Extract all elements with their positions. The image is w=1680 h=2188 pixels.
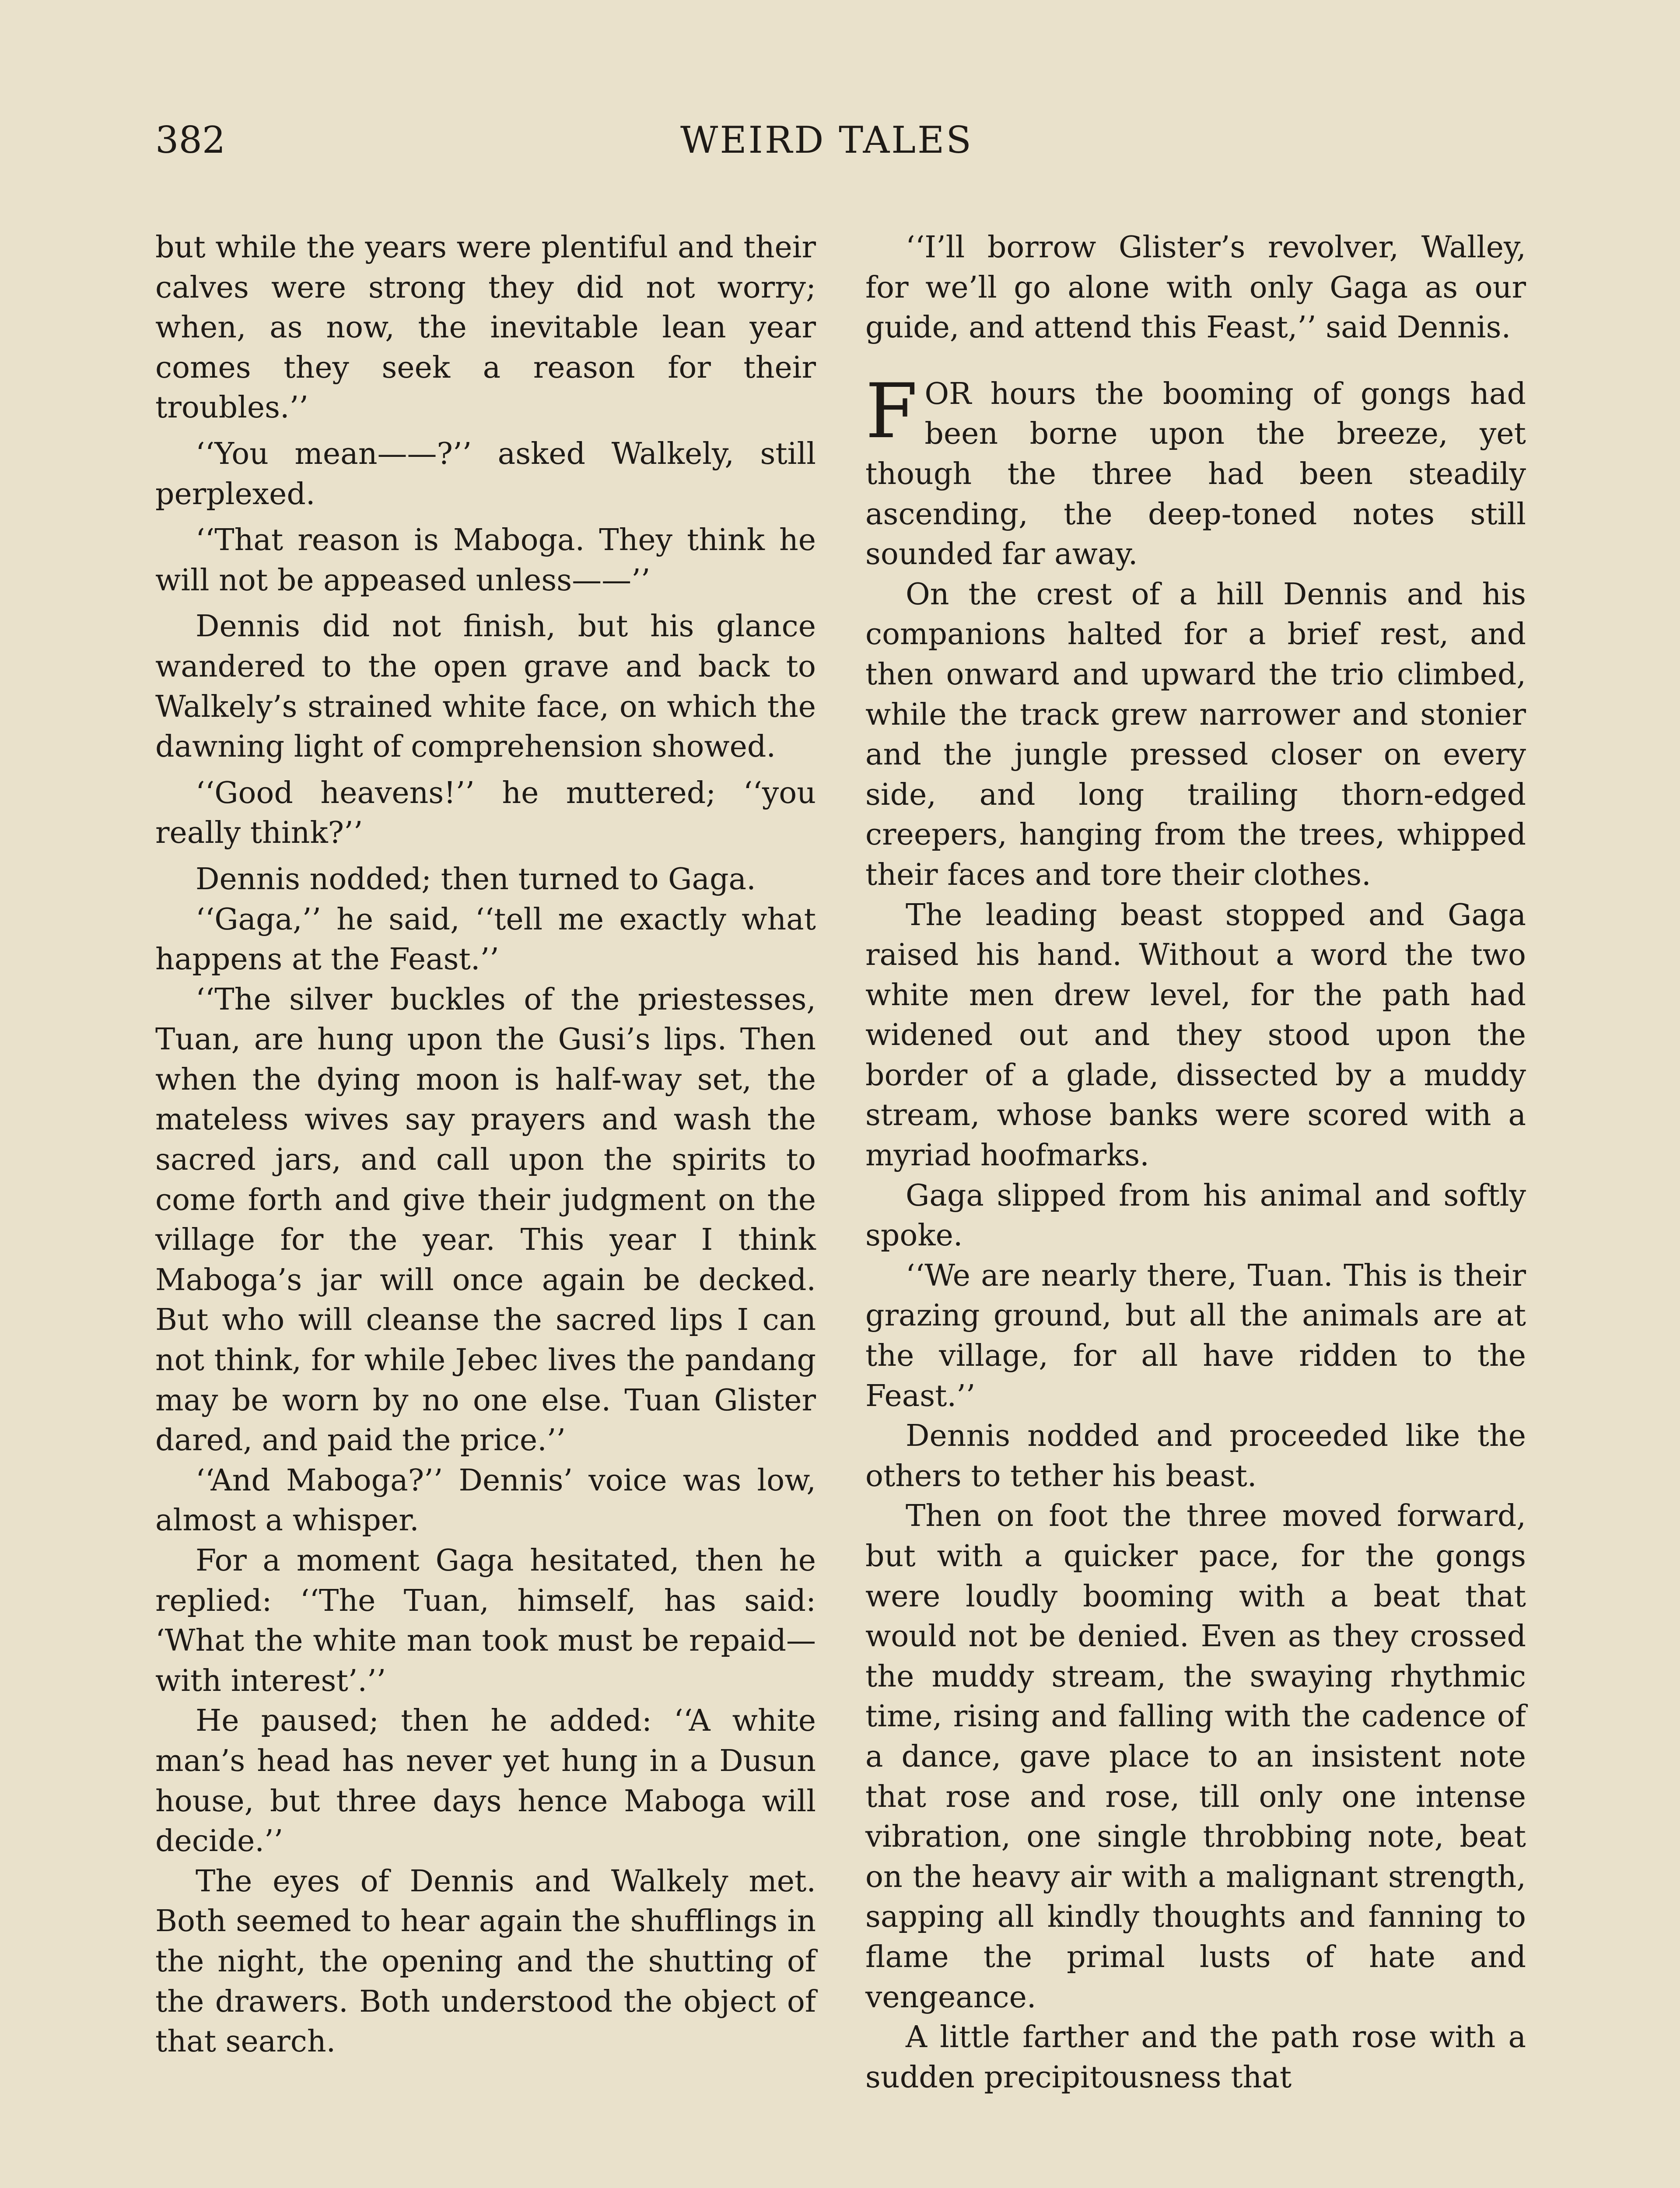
- paragraph: ‘‘You mean——?’’ asked Walkely, still perplexed.: [155, 436, 816, 512]
- section-opening-paragraph: [865, 367, 1526, 575]
- paragraph: The eyes of Dennis and Walkely met. Both seemed to hear again the shufflings in the night, the opening and the shutting of the drawers. Both understood the object of that search.: [155, 1864, 816, 2059]
- drop-cap-letter: F: [865, 367, 918, 455]
- drop-cap-continuation: OR: [924, 376, 972, 411]
- paragraph: ‘‘Good heavens!’’ he muttered; ‘‘you really think?’’: [155, 775, 816, 851]
- paragraph: ‘‘Gaga,’’ he said, ‘‘tell me exactly what happens at the Feast.’’: [155, 902, 816, 977]
- paragraph: A little farther and the path rose with a sudden precipitousness that: [865, 2020, 1526, 2095]
- paragraph: For a moment Gaga hesitated, then he replied: ‘‘The Tuan, himself, has said: ‘What the white man took must be repaid—with interest’.’’: [155, 1543, 816, 1698]
- paragraph: ‘‘I’ll borrow Glister’s revolver, Walley, for we’ll go alone with only Gaga as our guide, and attend this Feast,’’ said Dennis.: [865, 230, 1526, 345]
- paragraph: Then on foot the three moved forward, but with a quicker pace, for the gongs were loudly booming with a beat that would not be denied. Even as they crossed the muddy stream, the swaying rhythmic time, rising and falling with the cadence of a dance, gave place to an insistent note that rose and rose, till only one intense vibration, one single throbbing note, beat on the heavy air with a malignant strength, sapping all kindly thoughts and fanning to flame the primal lusts of hate and vengeance.: [865, 1499, 1526, 2015]
- page-number: 382: [155, 119, 226, 161]
- paragraph: The leading beast stopped and Gaga raised his hand. Without a word the two white men drew level, for the path had widened out and they stood upon the border of a glade, dissected by a muddy stream, whose banks were scored with a myriad hoofmarks.: [865, 898, 1526, 1173]
- running-title: WEIRD TALES: [680, 119, 973, 161]
- drop-cap-paragraph-text: hours the booming of gongs had been borne upon the breeze, yet though the three had been steadily ascending, the deep-toned notes still sounded far away.: [865, 376, 1526, 572]
- paragraph: On the crest of a hill Dennis and his companions halted for a brief rest, and then onward and upward the trio climbed, while the track grew narrower and stonier and the jungle pressed closer on every side, and long trailing thorn-edged creepers, hanging from the trees, whipped their faces and tore their clothes.: [865, 577, 1526, 892]
- page-header: [155, 118, 991, 171]
- paragraph: Gaga slipped from his animal and softly spoke.: [865, 1178, 1526, 1253]
- paragraph: ‘‘And Maboga?’’ Dennis’ voice was low, almost a whisper.: [155, 1463, 816, 1538]
- paragraph: ‘‘The silver buckles of the priestesses, Tuan, are hung upon the Gusi’s lips. Then when the dying moon is half-way set, the mateless wives say prayers and wash the sacred jars, and call upon the spirits to come forth and give their judgment on the village for the year. This year I think Maboga’s jar will once again be decked. But who will cleanse the sacred lips I can not think, for while Jebec lives the pandang may be worn by no one else. Tuan Glister dared, and paid the price.’’: [155, 982, 816, 1458]
- paragraph: He paused; then he added: ‘‘A white man’s head has never yet hung in a Dusun house, but three days hence Maboga will decide.’’: [155, 1704, 816, 1859]
- paragraph: ‘‘We are nearly there, Tuan. This is their grazing ground, but all the animals are at the village, for all have ridden to the Feast.’’: [865, 1258, 1526, 1413]
- paragraph: Dennis did not finish, but his glance wandered to the open grave and back to Walkely’s strained white face, on which the dawning light of comprehension showed.: [155, 609, 816, 764]
- paragraph: Dennis nodded; then turned to Gaga.: [196, 862, 756, 897]
- paragraph: ‘‘That reason is Maboga. They think he will not be appeased unless——’’: [155, 523, 816, 598]
- paragraph: Dennis nodded and proceeded like the others to tether his beast.: [865, 1419, 1526, 1494]
- left-column: [155, 228, 816, 2062]
- right-column: [865, 228, 1526, 2097]
- paragraph: but while the years were plentiful and their calves were strong they did not worry; when, as now, the inevitable lean year comes they seek a reason for their troubles.’’: [155, 230, 816, 425]
